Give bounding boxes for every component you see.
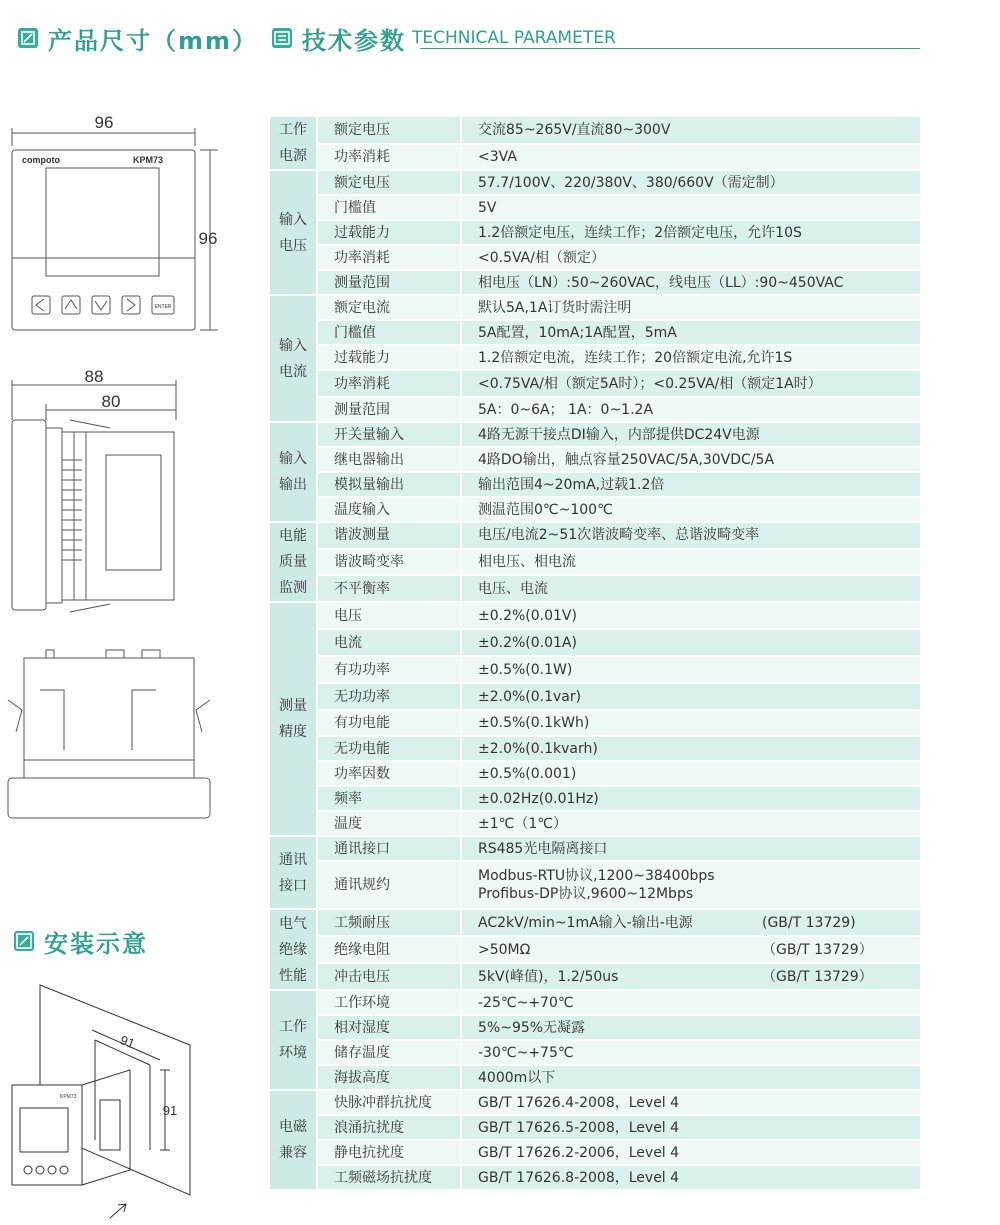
spec-standard: （GB/T 13729）	[762, 941, 873, 958]
spec-group-name: 通讯 接口	[270, 836, 317, 909]
install-width-label: 91	[118, 1032, 137, 1052]
spec-row	[270, 811, 920, 836]
spec-param: 额定电流	[317, 295, 461, 320]
front-enter: ENTER	[154, 304, 172, 310]
spec-standard: (GB/T 13729)	[762, 914, 856, 931]
spec-value	[461, 144, 920, 171]
spec-value	[461, 345, 920, 370]
spec-value-text: 4000m以下	[478, 1069, 556, 1086]
spec-value	[461, 761, 920, 786]
spec-value-text: 4路DO输出，触点容量250VAC/5A,30VDC/5A	[478, 451, 775, 468]
spec-value	[461, 1115, 920, 1140]
spec-row	[270, 736, 920, 761]
spec-standard: （GB/T 13729）	[762, 968, 873, 985]
spec-row	[270, 295, 920, 320]
spec-row	[270, 575, 920, 602]
spec-value	[461, 270, 920, 295]
spec-param: 测量范围	[317, 397, 461, 422]
spec-value-text: GB/T 17626.8-2008，Level 4	[478, 1169, 680, 1186]
install-height-label: 91	[162, 1103, 178, 1118]
spec-value	[461, 909, 920, 936]
spec-value	[461, 549, 920, 576]
spec-value-text: GB/T 17626.5-2008，Level 4	[478, 1119, 680, 1136]
spec-value	[461, 397, 920, 422]
side-view	[12, 380, 176, 612]
spec-value	[461, 220, 920, 245]
spec-value	[461, 936, 920, 963]
spec-value-text: 1.2倍额定电流，连续工作；20倍额定电流,允许1S	[478, 349, 793, 366]
spec-value-text: ±0.2%(0.01V)	[478, 607, 577, 624]
spec-value	[461, 1165, 920, 1190]
technical-header	[272, 22, 616, 54]
spec-row	[270, 1165, 920, 1190]
spec-value	[461, 295, 920, 320]
spec-row	[270, 1015, 920, 1040]
spec-param: 相对湿度	[317, 1015, 461, 1040]
spec-value-text: 相电压（LN）:50~260VAC，线电压（LL）:90~450VAC	[478, 274, 844, 291]
spec-value-text: <3VA	[478, 148, 517, 165]
spec-value-text: 测温范围0℃~100℃	[478, 501, 613, 518]
spec-param: 门槛值	[317, 320, 461, 345]
spec-value-text: -25℃~+70℃	[478, 994, 574, 1011]
spec-param: 过载能力	[317, 345, 461, 370]
spec-param: 静电抗扰度	[317, 1140, 461, 1165]
spec-param: 通讯规约	[317, 861, 461, 909]
spec-row	[270, 195, 920, 220]
spec-row	[270, 320, 920, 345]
spec-param: 快脉冲群抗扰度	[317, 1090, 461, 1115]
spec-value-text: GB/T 17626.4-2008，Level 4	[478, 1094, 680, 1111]
spec-value	[461, 575, 920, 602]
front-width-label: 96	[94, 113, 114, 132]
spec-row	[270, 710, 920, 736]
spec-param: 冲击电压	[317, 963, 461, 990]
spec-param: 谐波畸变率	[317, 549, 461, 576]
spec-value-text: 5A：0~6A； 1A：0~1.2A	[478, 401, 654, 418]
spec-group-name: 测量 精度	[270, 602, 317, 836]
spec-row	[270, 270, 920, 295]
spec-value-text: 5%~95%无凝露	[478, 1019, 586, 1036]
spec-value	[461, 629, 920, 656]
spec-param: 工作环境	[317, 990, 461, 1015]
spec-row	[270, 861, 920, 909]
spec-param: 电压	[317, 602, 461, 629]
spec-value-text: ±1℃（1℃）	[478, 815, 567, 832]
spec-group-name: 电气 绝缘 性能	[270, 909, 317, 990]
spec-value-text: >50MΩ	[478, 941, 531, 958]
spec-param: 谐波测量	[317, 522, 461, 549]
spec-table	[270, 117, 920, 1191]
spec-value-text: 相电压、相电流	[478, 553, 576, 570]
spec-value-text: ±0.5%(0.001)	[478, 765, 577, 782]
spec-row	[270, 1040, 920, 1065]
install-title: 安装示意	[44, 929, 148, 958]
spec-row	[270, 397, 920, 422]
technical-title-en: TECHNICAL PARAMETER	[412, 28, 616, 48]
spec-value-text: ±2.0%(0.1var)	[478, 688, 582, 705]
spec-value-text: 默认5A,1A订货时需注明	[478, 299, 632, 316]
spec-group-name: 输入 输出	[270, 422, 317, 522]
spec-param: 继电器输出	[317, 447, 461, 472]
spec-value	[461, 786, 920, 811]
spec-value-text: ±0.5%(0.1kWh)	[478, 715, 590, 731]
spec-param: 功率因数	[317, 761, 461, 786]
spec-param: 额定电压	[317, 117, 461, 144]
technical-title: 技术参数	[302, 26, 406, 55]
spec-value-text: AC2kV/min~1mA输入-输出-电源	[478, 914, 693, 931]
spec-value	[461, 1065, 920, 1090]
spec-param: 额定电压	[317, 170, 461, 195]
spec-value	[461, 497, 920, 522]
spec-value	[461, 710, 920, 736]
dimension-drawings	[0, 0, 260, 1225]
spec-value-text: Modbus-RTU协议,1200~38400bps Profibus-DP协议,9600~12Mbps	[478, 868, 715, 902]
spec-value-text: ±0.5%(0.1W)	[478, 661, 573, 678]
spec-param: 功率消耗	[317, 144, 461, 171]
spec-param: 有功功率	[317, 656, 461, 683]
spec-row	[270, 472, 920, 497]
spec-row	[270, 549, 920, 576]
spec-value	[461, 245, 920, 270]
spec-value-text: GB/T 17626.2-2006，Level 4	[478, 1144, 680, 1161]
spec-value	[461, 656, 920, 683]
spec-row	[270, 1115, 920, 1140]
spec-value	[461, 1015, 920, 1040]
front-model: KPM73	[133, 155, 164, 165]
spec-row	[270, 245, 920, 270]
spec-param: 无功电能	[317, 736, 461, 761]
spec-param: 测量范围	[317, 270, 461, 295]
spec-param: 功率消耗	[317, 245, 461, 270]
spec-row	[270, 761, 920, 786]
spec-param: 绝缘电阻	[317, 936, 461, 963]
spec-param: 海拔高度	[317, 1065, 461, 1090]
spec-value	[461, 1090, 920, 1115]
spec-group-name: 电磁 兼容	[270, 1090, 317, 1190]
spec-group-name: 工作 环境	[270, 990, 317, 1090]
spec-value	[461, 861, 920, 909]
spec-row	[270, 963, 920, 990]
spec-value-text: <0.75VA/相（额定5A时）；<0.25VA/相（额定1A时）	[478, 375, 822, 392]
spec-row	[270, 656, 920, 683]
spec-row	[270, 629, 920, 656]
spec-value	[461, 422, 920, 447]
spec-value	[461, 602, 920, 629]
spec-row	[270, 345, 920, 370]
spec-value	[461, 170, 920, 195]
front-height-label: 96	[198, 229, 218, 248]
spec-row	[270, 117, 920, 144]
install-view	[12, 985, 190, 1218]
spec-param: 模拟量输出	[317, 472, 461, 497]
spec-row	[270, 447, 920, 472]
spec-value	[461, 1040, 920, 1065]
spec-value	[461, 683, 920, 710]
spec-value-text: 交流85~265V/直流80~300V	[478, 121, 671, 138]
spec-param: 工频磁场抗扰度	[317, 1165, 461, 1190]
spec-row	[270, 836, 920, 861]
spec-row	[270, 422, 920, 447]
spec-value	[461, 117, 920, 144]
spec-param: 浪涌抗扰度	[317, 1115, 461, 1140]
spec-param: 无功功率	[317, 683, 461, 710]
spec-value	[461, 990, 920, 1015]
spec-row	[270, 909, 920, 936]
spec-row	[270, 1140, 920, 1165]
spec-value	[461, 836, 920, 861]
spec-row	[270, 144, 920, 171]
top-view	[8, 650, 210, 818]
spec-param: 不平衡率	[317, 575, 461, 602]
spec-value-text: 4路无源干接点DI输入，内部提供DC24V电源	[478, 426, 760, 443]
spec-value-text: ±0.02Hz(0.01Hz)	[478, 790, 599, 807]
spec-param: 过载能力	[317, 220, 461, 245]
spec-value	[461, 1140, 920, 1165]
spec-row	[270, 1090, 920, 1115]
install-model: KPM73	[60, 1094, 77, 1100]
spec-value-text: ±2.0%(0.1kvarh)	[478, 740, 598, 757]
spec-row	[270, 220, 920, 245]
spec-param: 频率	[317, 786, 461, 811]
spec-value-text: ±0.2%(0.01A)	[478, 634, 577, 651]
spec-row	[270, 786, 920, 811]
parameter-icon	[272, 28, 292, 48]
spec-group-name: 输入 电压	[270, 170, 317, 295]
side-outer-label: 88	[84, 367, 104, 386]
header-rule	[420, 48, 920, 49]
spec-row	[270, 936, 920, 963]
spec-param: 开关量输入	[317, 422, 461, 447]
spec-row	[270, 683, 920, 710]
spec-row	[270, 1065, 920, 1090]
spec-value	[461, 447, 920, 472]
spec-row	[270, 602, 920, 629]
spec-param: 温度	[317, 811, 461, 836]
spec-row	[270, 370, 920, 397]
spec-param: 通讯接口	[317, 836, 461, 861]
spec-row	[270, 522, 920, 549]
spec-param: 储存温度	[317, 1040, 461, 1065]
spec-value	[461, 963, 920, 990]
spec-value-text: <0.5VA/相（额定）	[478, 249, 605, 266]
spec-value-text: 5kV(峰值)，1.2/50us	[478, 968, 619, 985]
spec-value	[461, 811, 920, 836]
spec-value	[461, 736, 920, 761]
spec-value	[461, 522, 920, 549]
spec-param: 功率消耗	[317, 370, 461, 397]
front-brand: compoto	[22, 155, 60, 165]
spec-param: 门槛值	[317, 195, 461, 220]
spec-value	[461, 370, 920, 397]
spec-value-text: 电压、电流	[478, 580, 548, 597]
spec-value-text: 电压/电流2~51次谐波畸变率、总谐波畸变率	[478, 527, 760, 544]
spec-row	[270, 170, 920, 195]
spec-value-text: RS485光电隔离接口	[478, 840, 608, 857]
spec-value-text: -30℃~+75℃	[478, 1044, 574, 1061]
side-inner-label: 80	[101, 392, 121, 411]
spec-value-text: 57.7/100V、220/380V、380/660V（需定制）	[478, 174, 784, 191]
spec-value	[461, 320, 920, 345]
spec-param: 工频耐压	[317, 909, 461, 936]
spec-param: 电流	[317, 629, 461, 656]
spec-value-text: 输出范围4~20mA,过载1.2倍	[478, 476, 665, 493]
spec-value-text: 5V	[478, 199, 497, 216]
spec-value	[461, 195, 920, 220]
spec-row	[270, 497, 920, 522]
spec-param: 有功电能	[317, 710, 461, 736]
spec-value-text: 5A配置，10mA;1A配置，5mA	[478, 324, 677, 341]
spec-group-name: 输入 电流	[270, 295, 317, 422]
dimensions-title: 产品尺寸（mm）	[48, 26, 259, 55]
spec-row	[270, 990, 920, 1015]
spec-param: 温度输入	[317, 497, 461, 522]
spec-group-name: 工作 电源	[270, 117, 317, 170]
spec-value	[461, 472, 920, 497]
spec-group-name: 电能 质量 监测	[270, 522, 317, 602]
spec-value-text: 1.2倍额定电压，连续工作；2倍额定电压，允许10S	[478, 224, 802, 241]
